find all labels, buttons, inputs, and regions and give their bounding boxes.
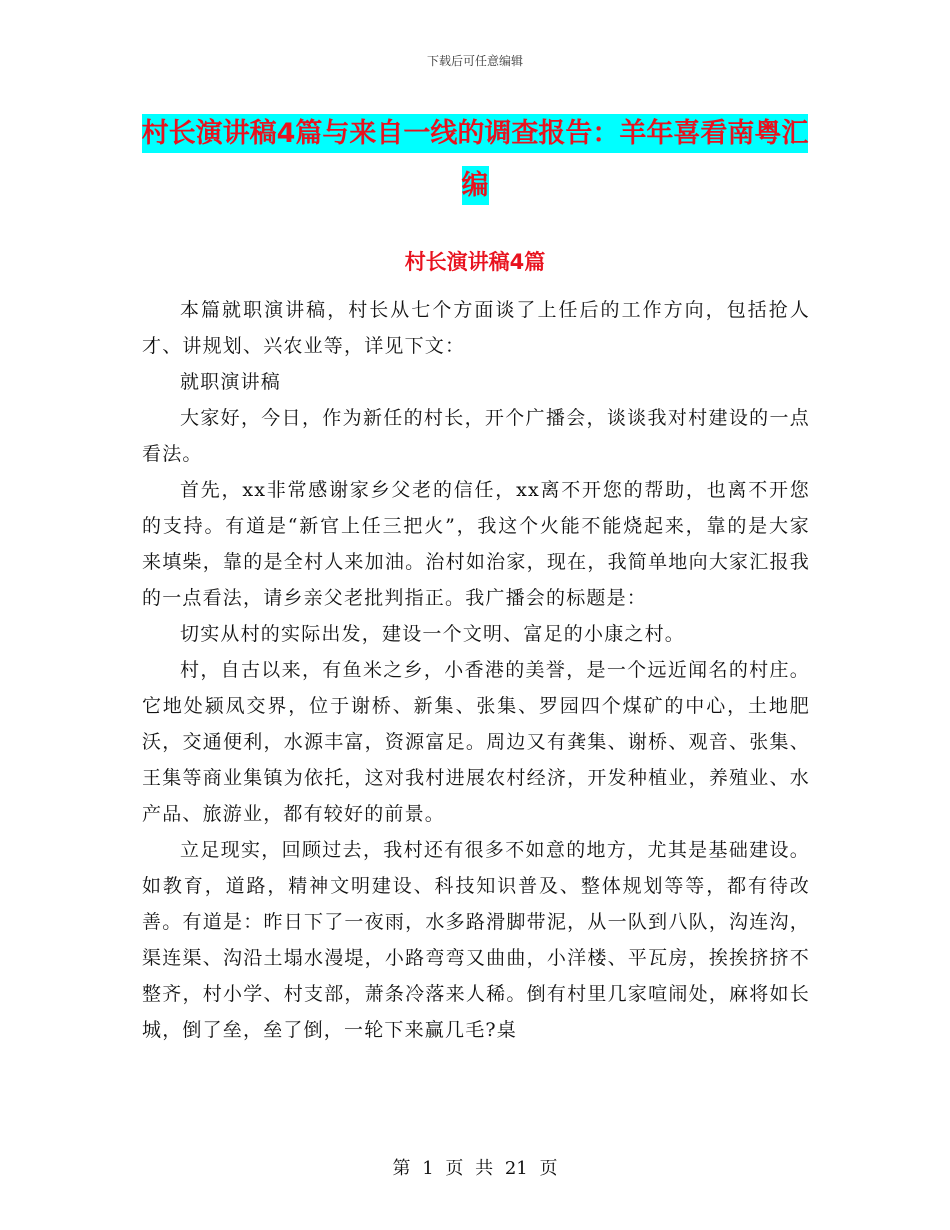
paragraph-thanks: 首先，xx非常感谢家乡父老的信任，xx离不开您的帮助，也离不开您的支持。有道是“新官上任三把火”，我这个火能不能烧起来，靠的是大家来填柴，靠的是全村人来加油。治村如治家，现在，我简单地向大家汇报我的一点看法，请乡亲父老批判指正。我广播会的标题是：: [142, 479, 810, 609]
document-body: [142, 292, 810, 1048]
header-note: 下载后可任意编辑: [426, 54, 523, 68]
section-title: 村长演讲稿4篇: [404, 250, 546, 274]
paragraph-theme: 切实从村的实际出发，建设一个文明、富足的小康之村。: [180, 623, 686, 645]
paragraph-speech-label: 就职演讲稿: [180, 371, 282, 393]
paragraph-current-state: 立足现实，回顾过去，我村还有很多不如意的地方，尤其是基础建设。如教育，道路，精神文明建设、科技知识普及、整体规划等等，都有待改善。有道是：昨日下了一夜雨，水多路滑脚带泥，从一队到八队，沟连沟，渠连渠、沟沿土塌水漫堤，小路弯弯又曲曲，小洋楼、平瓦房，挨挨挤挤不整齐，村小学、村支部，萧条冷落来人稀。倒有村里几家喧闹处，麻将如长城，倒了垒，垒了倒，一轮下来赢几毛?桌: [142, 839, 810, 1041]
paragraph-greeting: 大家好，今日，作为新任的村长，开个广播会，谈谈我对村建设的一点看法。: [142, 407, 810, 465]
page-footer: 第 1 页 共 21 页: [392, 1158, 558, 1179]
paragraph-village-intro: 村，自古以来，有鱼米之乡，小香港的美誉，是一个远近闻名的村庄。它地处颍凤交界，位于谢桥、新集、张集、罗园四个煤矿的中心，土地肥沃，交通便利，水源丰富，资源富足。周边又有龚集、谢桥、观音、张集、王集等商业集镇为依托，这对我村进展农村经济，开发种植业，养殖业、水产品、旅游业，都有较好的前景。: [142, 659, 810, 825]
paragraph-intro: 本篇就职演讲稿，村长从七个方面谈了上任后的工作方向，包括抢人才、讲规划、兴农业等，详见下文：: [142, 299, 810, 357]
document-title: [140, 108, 810, 212]
document-title-text: 村长演讲稿4篇与来自一线的调查报告：羊年喜看南粤汇编: [142, 114, 809, 205]
